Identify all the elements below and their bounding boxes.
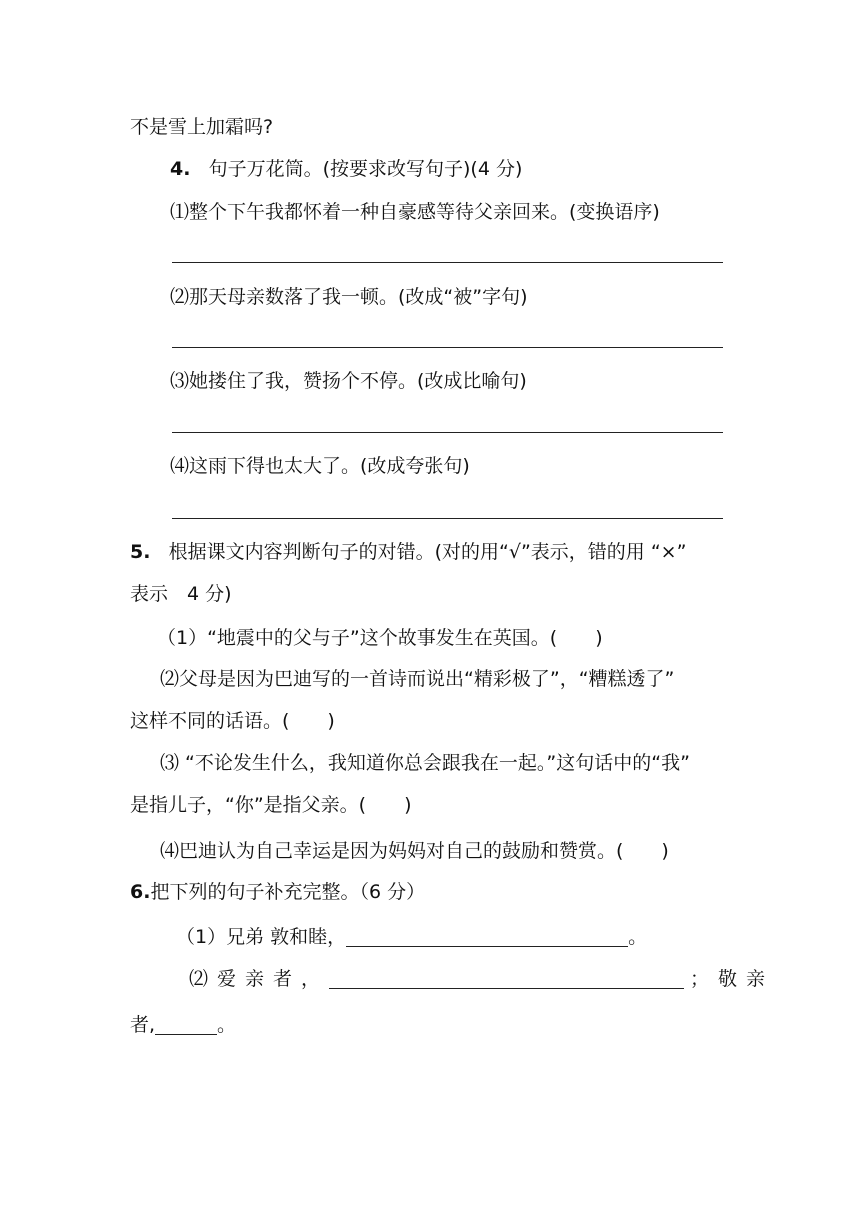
q5-item-1: （1）“地震中的父与子”这个故事发生在英国。( ) (157, 627, 603, 649)
q6-title: 把下列的句子补充完整。（6 分） (150, 881, 426, 903)
q4-item-1: ⑴整个下午我都怀着一种自豪感等待父亲回来。(变换语序) (170, 201, 660, 223)
q4-item-2: ⑵那天母亲数落了我一顿。(改成“被”字句) (170, 286, 528, 308)
q6-item-2-blank[interactable] (329, 968, 684, 989)
q5-heading (130, 539, 686, 565)
q6-item-3-suffix: 。 (217, 1014, 237, 1036)
q5-title-line1: 根据课文内容判断句子的对错。(对的用“√”表示，错的用 “×” (168, 541, 687, 563)
q4-title: 句子万花筒。(按要求改写句子)(4 分) (208, 158, 523, 180)
q5-item-2-line1: ⑵父母是因为巴迪写的一首诗而说出“精彩极了”，“糟糕透了” (160, 668, 675, 690)
q4-answer-line-2[interactable] (172, 347, 723, 348)
q6-item-1-suffix: 。 (628, 926, 648, 948)
q6-item-2 (189, 966, 774, 992)
q4-answer-line-4[interactable] (172, 518, 723, 519)
q4-heading (170, 156, 522, 182)
q6-heading (130, 879, 425, 905)
q5-item-3-line1: ⑶ “不论发生什么，我知道你总会跟我在一起。”这句话中的“我” (160, 752, 690, 774)
q5-item-2-line2: 这样不同的话语。( ) (130, 710, 335, 732)
q6-item-2-prefix: ⑵爱亲者， (189, 968, 330, 990)
q6-item-3-blank[interactable] (155, 1014, 217, 1035)
q4-answer-line-3[interactable] (172, 432, 723, 433)
q4-item-3: ⑶她搂住了我，赞扬个不停。(改成比喻句) (170, 370, 527, 392)
q5-item-4: ⑷巴迪认为自己幸运是因为妈妈对自己的鼓励和赞赏。( ) (160, 840, 669, 862)
q6-number: 6. (130, 881, 151, 903)
q6-item-3 (130, 1012, 236, 1038)
q6-item-1-blank[interactable] (346, 926, 628, 947)
q6-item-1-prefix: （1）兄弟 敦和睦， (176, 926, 347, 948)
q5-title-line2: 表示 4 分) (130, 583, 232, 605)
q4-item-4: ⑷这雨下得也太大了。(改成夸张句) (170, 455, 470, 477)
q3-tail-text: 不是雪上加霜吗? (130, 116, 274, 138)
q6-item-3-prefix: 者, (130, 1014, 156, 1036)
q4-number: 4. (170, 158, 191, 180)
q5-item-3-line2: 是指儿子，“你”是指父亲。( ) (130, 794, 412, 816)
q6-item-1 (176, 924, 647, 950)
q4-answer-line-1[interactable] (172, 262, 723, 263)
q6-item-2-mid: ；敬亲 (690, 968, 775, 990)
q5-number: 5. (130, 541, 151, 563)
